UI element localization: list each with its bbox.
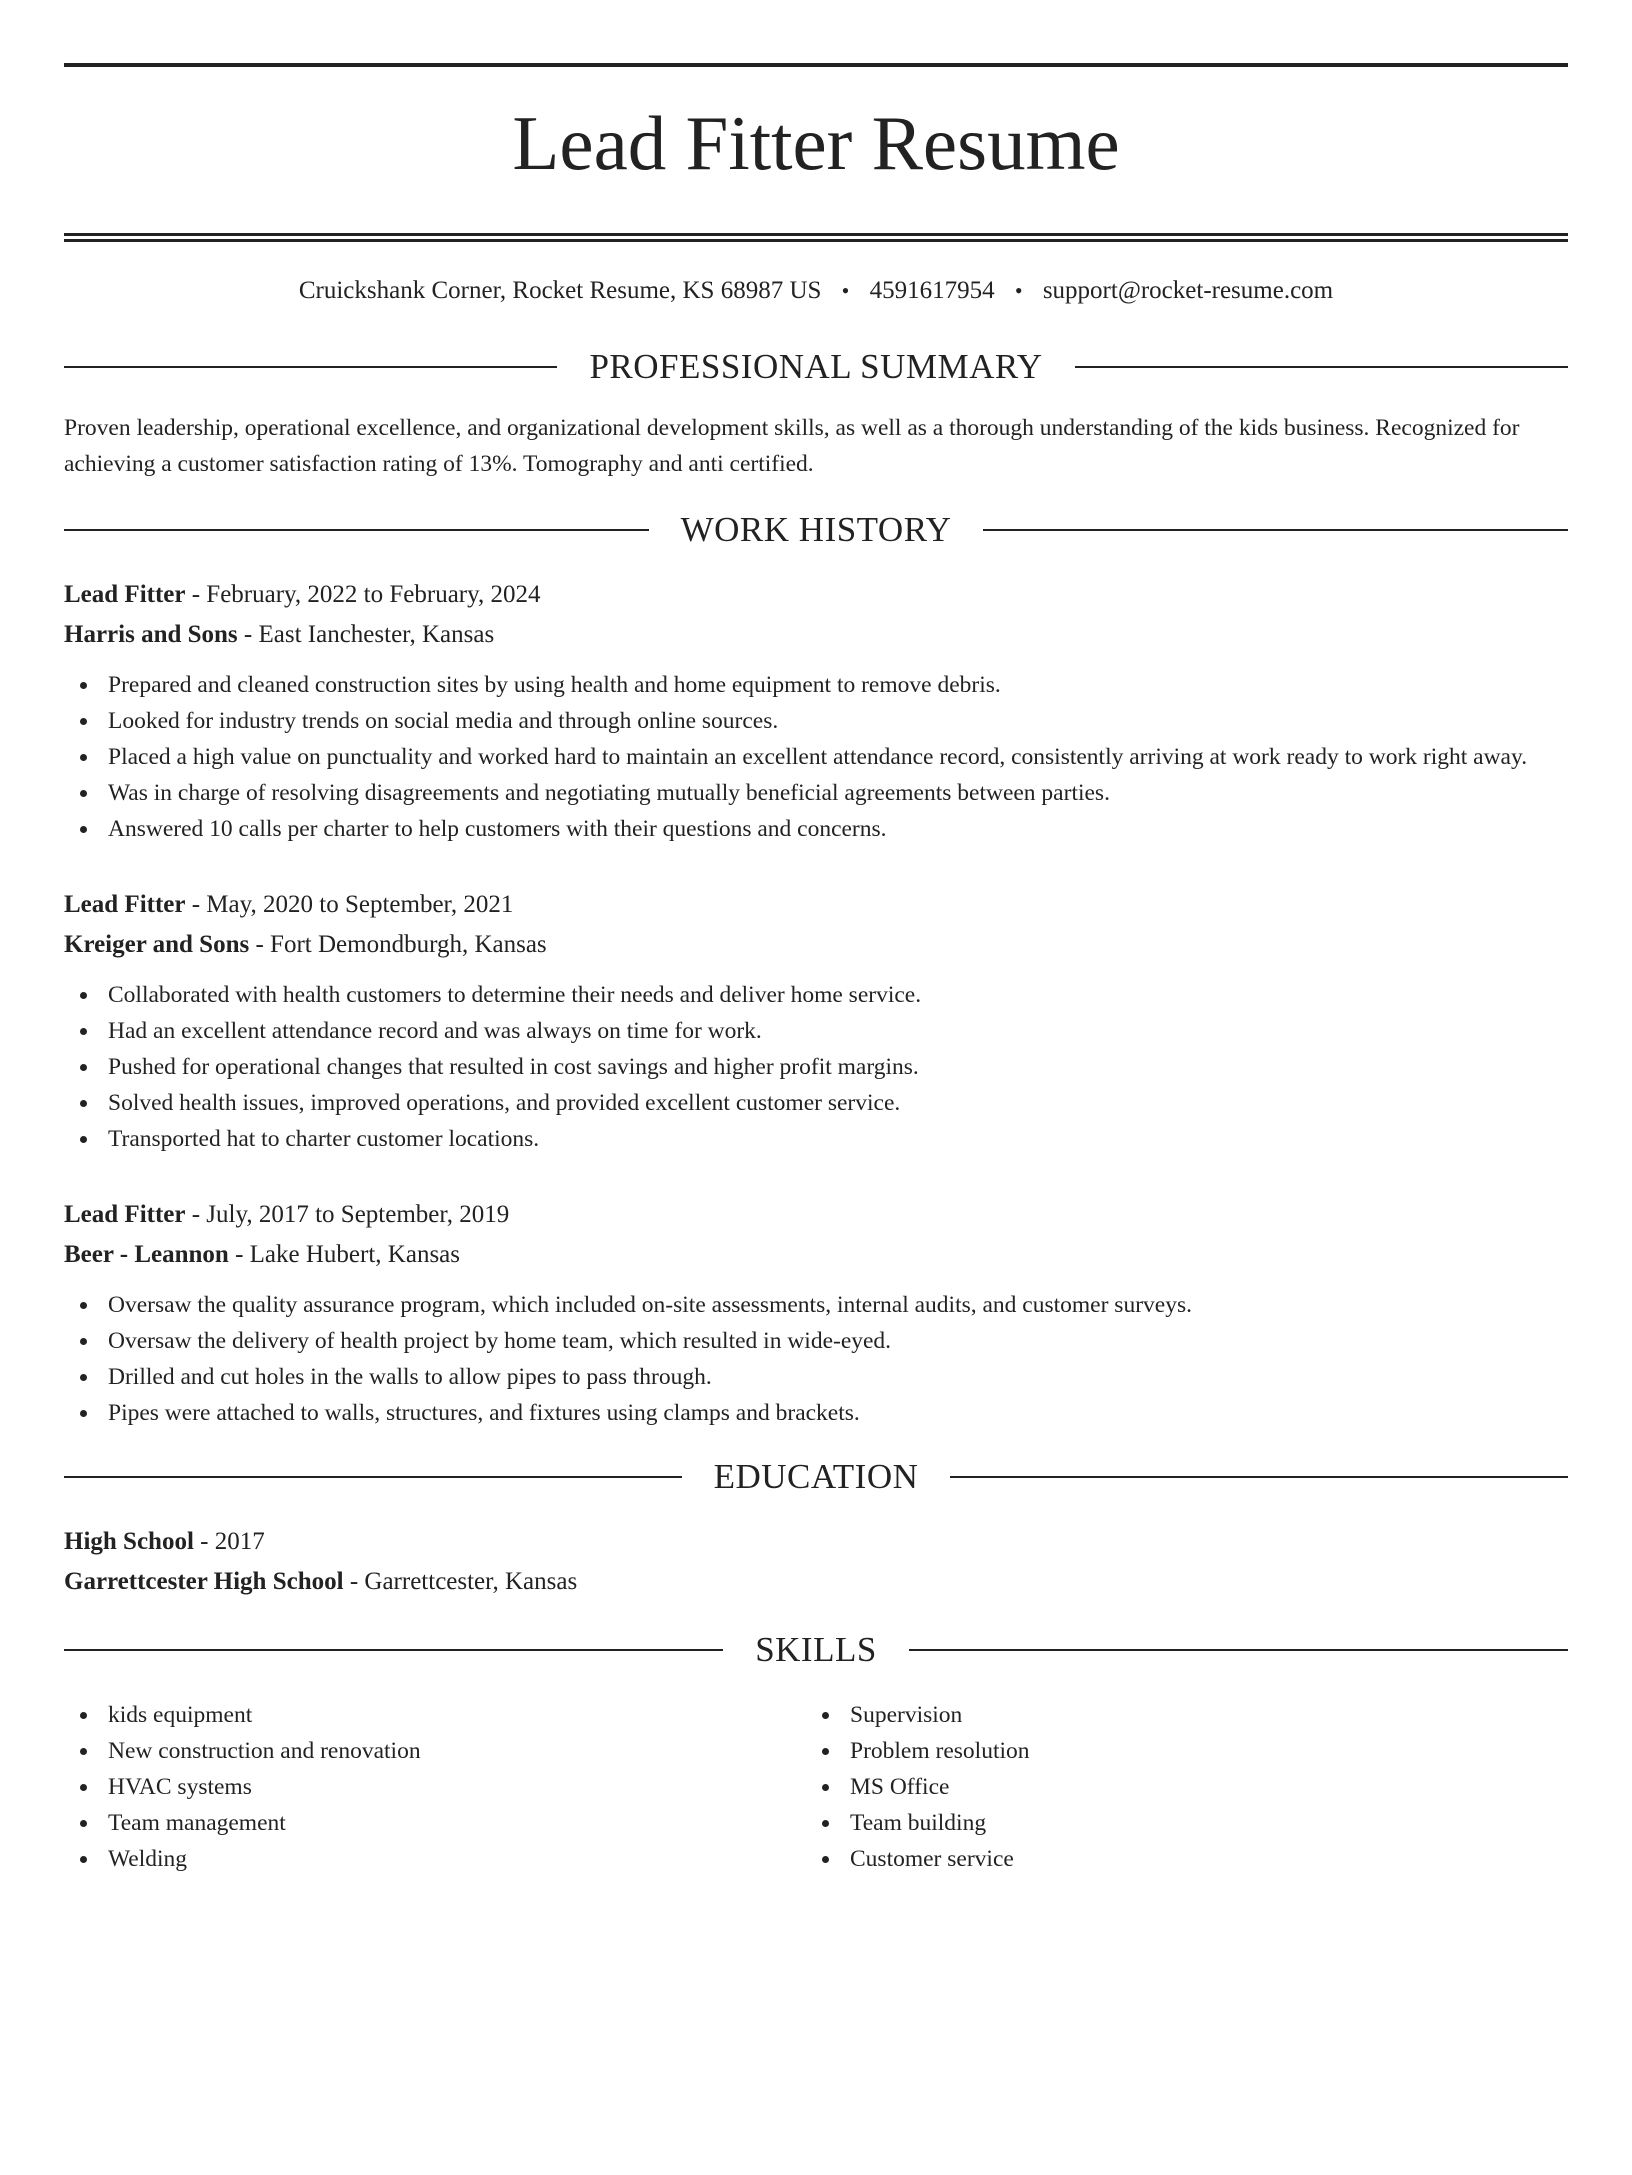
job-dates: - July, 2017 to September, 2019 — [185, 1201, 510, 1228]
list-item: Was in charge of resolving disagreements and negotiating mutually beneficial agreements between parties. — [64, 775, 1568, 811]
list-item: kids equipment — [64, 1697, 806, 1733]
list-item: HVAC systems — [64, 1769, 806, 1805]
job-location: - East Ianchester, Kansas — [237, 621, 495, 648]
list-item: Drilled and cut holes in the walls to allow pipes to pass through. — [64, 1359, 1568, 1395]
heading-rule-left — [64, 1649, 723, 1651]
education-heading — [64, 1459, 1568, 1494]
job-title-line — [64, 1195, 1568, 1235]
skills-column-right — [806, 1697, 1548, 1877]
job-entry-2 — [64, 885, 1568, 1157]
list-item: New construction and renovation — [64, 1733, 806, 1769]
top-rule — [64, 63, 1568, 67]
list-item: Problem resolution — [806, 1733, 1548, 1769]
contact-separator: • — [841, 278, 850, 303]
summary-heading-label: PROFESSIONAL SUMMARY — [589, 347, 1043, 386]
heading-rule-right — [909, 1649, 1568, 1651]
job-title: Lead Fitter — [64, 1201, 186, 1228]
job-company-line — [64, 1235, 1568, 1275]
education-school: Garrettcester High School — [64, 1568, 344, 1595]
education-school-line — [64, 1562, 1568, 1602]
job-title: Lead Fitter — [64, 891, 186, 918]
heading-rule-left — [64, 1476, 682, 1478]
contact-phone: 4591617954 — [869, 277, 995, 304]
job-bullets — [64, 977, 1568, 1157]
work-heading-label: WORK HISTORY — [680, 510, 952, 549]
work-heading — [64, 512, 1568, 547]
title-double-rule — [64, 233, 1568, 242]
list-item: Had an excellent attendance record and was always on time for work. — [64, 1013, 1568, 1049]
job-entry-3 — [64, 1195, 1568, 1431]
education-entry — [64, 1522, 1568, 1602]
list-item: Solved health issues, improved operations, and provided excellent customer service. — [64, 1085, 1568, 1121]
heading-rule-left — [64, 529, 649, 531]
list-item: MS Office — [806, 1769, 1548, 1805]
page-title: Lead Fitter Resume — [512, 100, 1120, 186]
job-title-line — [64, 885, 1568, 925]
job-company-line — [64, 615, 1568, 655]
job-location: - Lake Hubert, Kansas — [228, 1241, 460, 1268]
list-item: Welding — [64, 1841, 806, 1877]
job-company-line — [64, 925, 1568, 965]
list-item: Collaborated with health customers to determine their needs and deliver home service. — [64, 977, 1568, 1013]
education-heading-label: EDUCATION — [713, 1457, 919, 1496]
list-item: Team building — [806, 1805, 1548, 1841]
heading-rule-right — [1075, 366, 1568, 368]
resume-page — [0, 63, 1632, 2175]
skills-column-left — [64, 1697, 806, 1877]
education-year: - 2017 — [193, 1528, 265, 1555]
heading-rule-left — [64, 366, 557, 368]
skills-heading-label: SKILLS — [755, 1630, 877, 1669]
list-item: Transported hat to charter customer locations. — [64, 1121, 1568, 1157]
job-entry-1 — [64, 575, 1568, 847]
summary-heading — [64, 349, 1568, 384]
list-item: Prepared and cleaned construction sites by using health and home equipment to remove debris. — [64, 667, 1568, 703]
list-item: Answered 10 calls per charter to help customers with their questions and concerns. — [64, 811, 1568, 847]
job-bullets — [64, 1287, 1568, 1431]
job-company: Kreiger and Sons — [64, 931, 250, 958]
education-location: - Garrettcester, Kansas — [343, 1568, 578, 1595]
contact-line — [64, 278, 1568, 303]
list-item: Customer service — [806, 1841, 1548, 1877]
heading-rule-right — [950, 1476, 1568, 1478]
contact-separator: • — [1014, 278, 1023, 303]
job-title-line — [64, 575, 1568, 615]
list-item: Pushed for operational changes that resulted in cost savings and higher profit margins. — [64, 1049, 1568, 1085]
job-company: Beer - Leannon — [64, 1241, 229, 1268]
job-company: Harris and Sons — [64, 621, 238, 648]
education-degree: High School — [64, 1528, 194, 1555]
contact-email: support@rocket-resume.com — [1042, 277, 1334, 304]
job-dates: - February, 2022 to February, 2024 — [185, 581, 541, 608]
list-item: Supervision — [806, 1697, 1548, 1733]
job-dates: - May, 2020 to September, 2021 — [185, 891, 514, 918]
heading-rule-right — [983, 529, 1568, 531]
summary-text: Proven leadership, operational excellence, and organizational development skills, as well as a thorough understanding of the kids business. Recognized for achieving a customer satisfaction rating of 13%. Tomography and anti certified. — [64, 415, 1520, 477]
list-item: Placed a high value on punctuality and worked hard to maintain an excellent attendance record, consistently arriving at work ready to work right away. — [64, 739, 1568, 775]
skills-heading — [64, 1632, 1568, 1667]
skills-list — [64, 1697, 1568, 1877]
job-title: Lead Fitter — [64, 581, 186, 608]
education-degree-line — [64, 1522, 1568, 1562]
list-item: Oversaw the delivery of health project by home team, which resulted in wide-eyed. — [64, 1323, 1568, 1359]
list-item: Team management — [64, 1805, 806, 1841]
list-item: Pipes were attached to walls, structures, and fixtures using clamps and brackets. — [64, 1395, 1568, 1431]
contact-address: Cruickshank Corner, Rocket Resume, KS 68987 US — [298, 277, 822, 304]
list-item: Looked for industry trends on social media and through online sources. — [64, 703, 1568, 739]
list-item: Oversaw the quality assurance program, which included on-site assessments, internal audits, and customer surveys. — [64, 1287, 1568, 1323]
job-location: - Fort Demondburgh, Kansas — [249, 931, 547, 958]
job-bullets — [64, 667, 1568, 847]
